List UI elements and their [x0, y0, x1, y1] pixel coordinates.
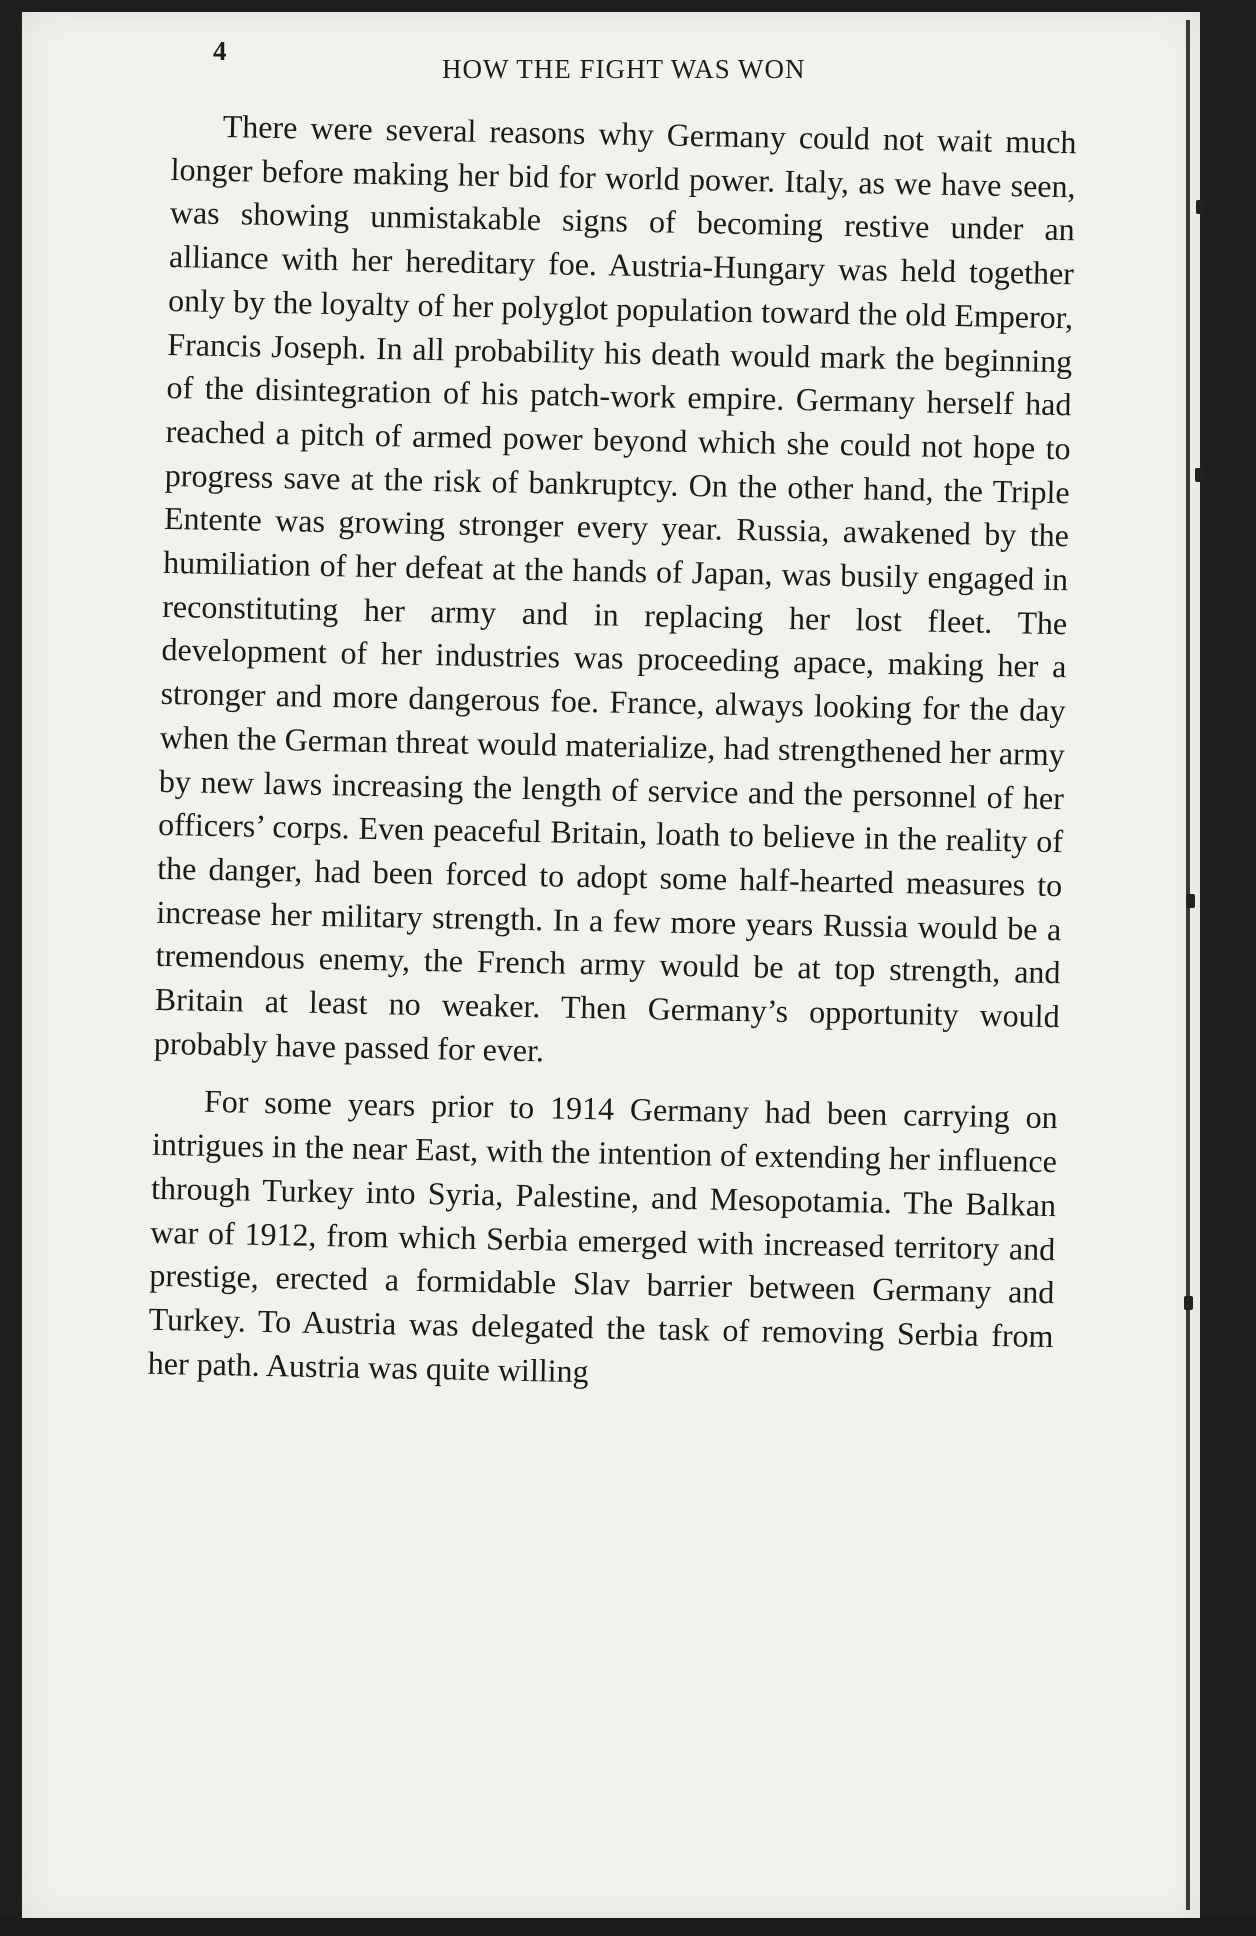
paragraph-2: For some years prior to 1914 Germany had been carrying on intrigues in the near East, with the intention of extending her influence through Turkey into Syria, Palestine, and Mesopotamia. The Balkan war of 1912, from which Serbia emerged with increased territory and prestige, erected a formidable Slav barrier between Germany and Turkey. To Austria was delegated the task of removing Serbia from her path. Austria was quite willing [147, 1083, 1059, 1389]
book-page [22, 12, 1200, 1918]
running-head: HOW THE FIGHT WAS WON [442, 54, 806, 84]
paragraph-1: There were several reasons why Germany could not wait much longer before making her bid for world power. Italy, as we have seen, was showing unmistakable signs of becoming restive under an alliance with her hereditary foe. Austria-Hungary was held together only by the loyalty of her polyglot population toward the old Emperor, Francis Joseph. In all probability his death would mark the beginning of the disintegration of his patch-work empire. Germany herself had reached a pitch of armed power beyond which she could not hope to progress save at the risk of bankruptcy. On the other hand, the Triple Entente was growing stronger every year. Russia, awakened by the humiliation of her defeat at the hands of Japan, was busily engaged in reconstituting her army and in replacing her lost fleet. The development of her industries was proceeding apace, making her a stronger and more dangerous foe. France, always looking for the day when the German threat would materialize, had strengthened her army by new laws increasing the length of service and the personnel of her officers’ corps. Even peaceful Britain, loath to believe in the reality of the danger, had been forced to adopt some half-hearted measures to increase her military strength. In a few more years Russia would be a tremendous enemy, the French army would be at top strength, and Britain at least no weaker. Then Germany’s opportunity would probably have passed for ever. [153, 107, 1077, 1069]
body-text [147, 104, 1076, 1403]
page-number: 4 [213, 36, 227, 66]
scan-border [0, 1918, 1256, 1936]
page-edge [1186, 20, 1190, 1910]
binding-mark [1196, 200, 1205, 214]
binding-mark [1195, 468, 1204, 482]
binding-mark [1186, 894, 1195, 908]
binding-mark [1184, 1296, 1193, 1310]
